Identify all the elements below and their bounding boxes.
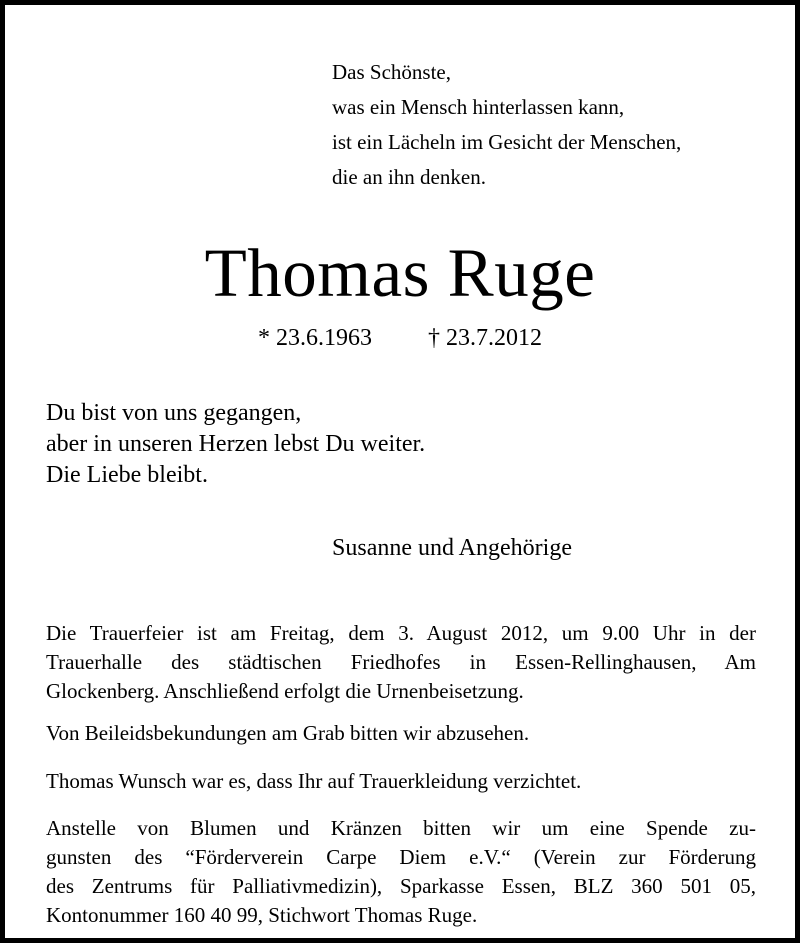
farewell-text (46, 398, 425, 491)
birth-date: * 23.6.1963 (258, 325, 372, 351)
deceased-name: Thomas Ruge (204, 235, 596, 311)
poem-line: Das Schönste, (332, 60, 451, 84)
death-date: † 23.7.2012 (428, 325, 542, 351)
poem-line: die an ihn denken. (332, 165, 486, 189)
donation-paragraph (46, 814, 756, 930)
ceremony-line: Glockenberg. Anschließend erfolgt die Urnenbeisetzung. (46, 679, 524, 703)
donation-line: Anstelle von Blumen und Kränzen bitten wir um eine Spende zu- (46, 816, 756, 840)
condolence-paragraph: Von Beileidsbekundungen am Grab bitten wir abzusehen. (46, 721, 530, 745)
poem-line: was ein Mensch hinterlassen kann, (332, 95, 625, 119)
donation-line: gunsten des “Förderverein Carpe Diem e.V.“ (Verein zur Förderung (46, 845, 756, 869)
mourners-signature: Susanne und Angehörige (332, 535, 572, 561)
donation-line: Kontonummer 160 40 99, Stichwort Thomas Ruge. (46, 903, 478, 927)
farewell-line: Du bist von uns gegangen, (46, 400, 302, 426)
wish-paragraph: Thomas Wunsch war es, dass Ihr auf Trauerkleidung verzichtet. (46, 769, 582, 793)
ceremony-line: Trauerhalle des städtischen Friedhofes in Essen-Rellinghausen, Am (46, 650, 756, 674)
donation-line: des Zentrums für Palliativmedizin), Sparkasse Essen, BLZ 360 501 05, (46, 874, 756, 898)
farewell-line: Die Liebe bleibt. (46, 462, 208, 488)
farewell-line: aber in unseren Herzen lebst Du weiter. (46, 431, 426, 457)
ceremony-line: Die Trauerfeier ist am Freitag, dem 3. August 2012, um 9.00 Uhr in der (46, 621, 756, 645)
ceremony-paragraph (46, 619, 756, 706)
life-dates (5, 323, 795, 353)
poem-quote (332, 55, 681, 195)
poem-line: ist ein Lächeln im Gesicht der Menschen, (332, 130, 682, 154)
